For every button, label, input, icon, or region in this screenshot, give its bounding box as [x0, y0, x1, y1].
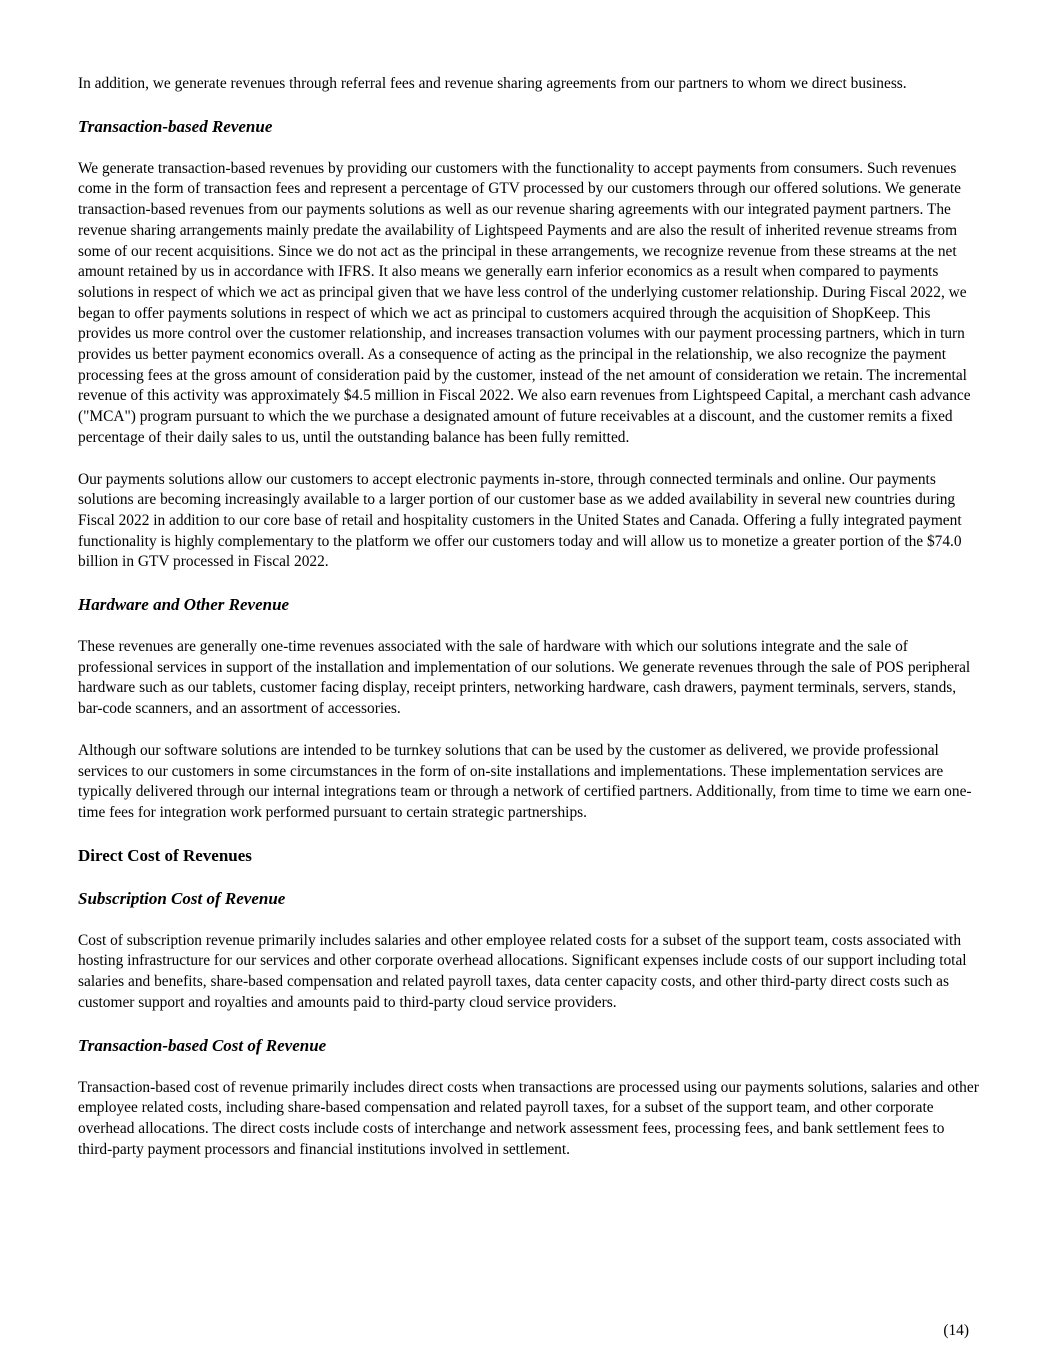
paragraph-payments-solutions: Our payments solutions allow our customers to accept electronic payments in-store, through connected terminals and online. Our payments solutions are becoming increasingly available to a larger portion of our customer base as we added availability in several new countries during Fiscal 2022 in addition to our core base of retail and hospitality customers in the United States and Canada. Offering a fully integrated payment functionality is highly complementary to the platform we offer our customers today and will allow us to monetize a greater portion of the $74.0 billion in GTV processed in Fiscal 2022. — [78, 470, 962, 571]
paragraph-transaction-cost: Transaction-based cost of revenue primarily includes direct costs when transactions are processed using our payments solutions, salaries and other employee related costs, including share-based compensation and related payroll taxes, for a subset of the support team, and other corporate overhead allocations. The direct costs include costs of interchange and network assessment fees, processing fees, and bank settlement fees to third-party payment processors and financial institutions involved in settlement. — [78, 1078, 979, 1158]
page-number: (14) — [943, 1322, 969, 1339]
paragraph-professional-services: Although our software solutions are intended to be turnkey solutions that can be used by the customer as delivered, we provide professional services to our customers in some circumstances in the form of on-site installations and implementations. These implementation services are typically delivered through our internal integrations team or through a network of certified partners. Additionally, from time to time we earn one-time fees for integration work performed pursuant to certain strategic partnerships. — [78, 741, 972, 821]
paragraph-referral-fees: In addition, we generate revenues through referral fees and revenue sharing agreements from our partners to whom we direct business. — [78, 75, 907, 92]
heading-transaction-based-revenue: Transaction-based Revenue — [78, 116, 273, 136]
document-body — [78, 74, 980, 1181]
paragraph-hardware-revenue: These revenues are generally one-time revenues associated with the sale of hardware with which our solutions integrate and the sale of professional services in support of the installation and implementation of our solutions. We generate revenues through the sale of POS peripheral hardware such as our tablets, customer facing display, receipt printers, networking hardware, cash drawers, payment terminals, servers, stands, bar-code scanners, and an assortment of accessories. — [78, 638, 971, 718]
paragraph-transaction-revenue: We generate transaction-based revenues by providing our customers with the functionality to accept payments from consumers. Such revenues come in the form of transaction fees and represent a percentage of GTV processed by our customers through our offered solutions. We generate transaction-based revenues from our payments solutions as well as our revenue sharing agreements with our integrated payment partners. The revenue sharing arrangements mainly predate the availability of Lightspeed Payments and are also the result of inherited revenue streams from some of our recent acquisitions. Since we do not act as the principal in these arrangements, we recognize revenue from these streams at the net amount retained by us in accordance with IFRS. It also means we generally earn inferior economics as a result when compared to payments solutions in respect of which we act as principal given that we have less control of the underlying customer relationship. During Fiscal 2022, we began to offer payments solutions in respect of which we act as principal to customers acquired through the acquisition of ShopKeep. This provides us more control over the customer relationship, and increases transaction volumes with our payment processing partners, which in turn provides us better payment economics overall. As a consequence of acting as the principal in the relationship, we also recognize the payment processing fees at the gross amount of consideration paid by the customer, instead of the net amount of consideration we retain. The incremental revenue of this activity was approximately $4.5 million in Fiscal 2022. We also earn revenues from Lightspeed Capital, a merchant cash advance ("MCA") program pursuant to which the we purchase a designated amount of future receivables at a discount, and the customer remits a fixed percentage of their daily sales to us, until the outstanding balance has been fully remitted. — [78, 159, 971, 446]
heading-transaction-cost: Transaction-based Cost of Revenue — [78, 1035, 327, 1055]
heading-direct-cost-of-revenues: Direct Cost of Revenues — [78, 845, 252, 865]
heading-subscription-cost: Subscription Cost of Revenue — [78, 888, 286, 908]
heading-hardware-other-revenue: Hardware and Other Revenue — [78, 595, 290, 615]
paragraph-subscription-cost: Cost of subscription revenue primarily includes salaries and other employee related costs for a subset of the support team, costs associated with hosting infrastructure for our services and other corporate overhead allocations. Significant expenses include costs of our support including total salaries and benefits, share-based compensation and related payroll taxes, data center capacity costs, and other third-party direct costs such as customer support and royalties and amounts paid to third-party cloud service providers. — [78, 931, 967, 1011]
